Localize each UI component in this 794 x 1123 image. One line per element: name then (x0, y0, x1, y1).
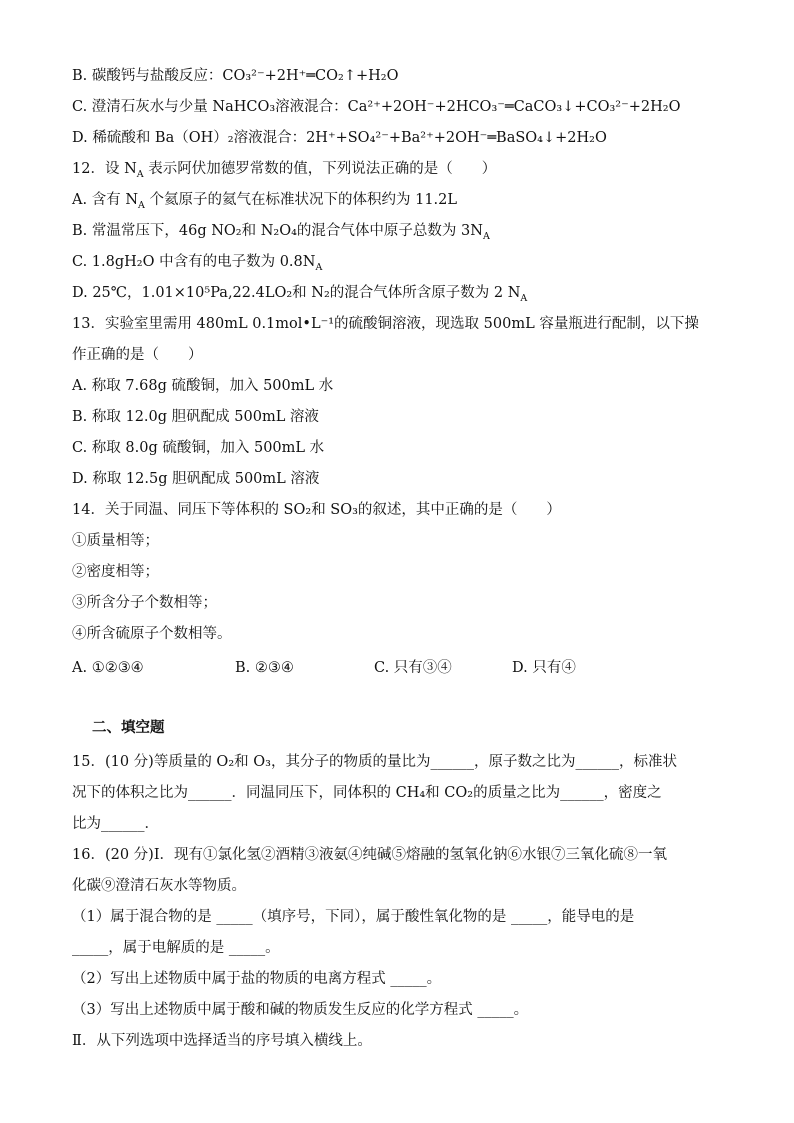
q14-option-c: C. 只有③④ (374, 660, 452, 676)
q16-line2: 化碳⑨澄清石灰水等物质。 (72, 878, 246, 894)
q16-part3: （3）写出上述物质中属于酸和碱的物质发生反应的化学方程式 _____。 (72, 1002, 529, 1018)
q14-option-a: A. ①②③④ (72, 660, 144, 676)
q16-part1-line2: _____，属于电解质的是 _____。 (72, 940, 280, 956)
q14-statement-2: ②密度相等； (72, 564, 159, 580)
q13-option-b: B. 称取 12.0g 胆矾配成 500mL 溶液 (72, 409, 319, 425)
q12-option-d: D. 25℃，1.01×10⁵Pa,22.4LO₂和 N₂的混合气体所含原子数为 2 $N_A$ (72, 285, 528, 304)
q14-option-b: B. ②③④ (235, 660, 294, 676)
q11-option-b: B. 碳酸钙与盐酸反应：CO₃²⁻+2H⁺═CO₂↑+H₂O (72, 68, 399, 84)
q13-option-a: A. 称取 7.68g 硫酸铜，加入 500mL 水 (72, 378, 334, 394)
q14-options (72, 658, 732, 678)
q13-stem-line1: 13．实验室里需用 480mL 0.1mol•L⁻¹的硫酸铜溶液，现选取 500mL 容量瓶进行配制，以下操 (72, 316, 699, 332)
q16-part1-line1: （1）属于混合物的是 _____（填序号，下同），属于酸性氧化物的是 _____，能导电的是 (72, 909, 635, 925)
section-heading: 二、填空题 (92, 719, 165, 736)
q15-line1: 15．(10 分)等质量的 O₂和 O₃，其分子的物质的量比为______，原子数之比为______，标准状 (72, 754, 677, 770)
q14-statement-4: ④所含硫原子个数相等。 (72, 626, 232, 642)
q14-stem: 14．关于同温、同压下等体积的 SO₂和 SO₃的叙述，其中正确的是（ ） (72, 502, 561, 518)
q16-section-ii: Ⅱ．从下列选项中选择适当的序号填入横线上。 (72, 1033, 372, 1049)
q12-stem: 12．设 $N_A$ 表示阿伏加德罗常数的值，下列说法正确的是（ ） (72, 161, 497, 180)
q12-option-b: B. 常温常压下，46g NO₂和 N₂O₄的混合气体中原子总数为 $3N_A$ (72, 223, 490, 242)
q13-option-c: C. 称取 8.0g 硫酸铜，加入 500mL 水 (72, 440, 325, 456)
q12-option-c: C. 1.8gH₂O 中含有的电子数为 $0.8N_A$ (72, 254, 323, 273)
q15-line3: 比为______． (72, 816, 159, 832)
q11-option-c: C. 澄清石灰水与少量 NaHCO₃溶液混合：Ca²⁺+2OH⁻+2HCO₃⁻═CaCO₃↓+CO₃²⁻+2H₂O (72, 99, 681, 115)
q15-line2: 况下的体积之比为______．同温同压下，同体积的 CH₄和 CO₂的质量之比为______，密度之 (72, 785, 662, 801)
q16-line1: 16．(20 分)Ⅰ．现有①氯化氢②酒精③液氨④纯碱⑤熔融的氢氧化钠⑥水银⑦三氧化硫⑧一氧 (72, 847, 668, 863)
q14-statement-3: ③所含分子个数相等； (72, 595, 217, 611)
q14-option-d: D. 只有④ (512, 660, 576, 676)
q14-statement-1: ①质量相等； (72, 533, 159, 549)
q16-part2: （2）写出上述物质中属于盐的物质的电离方程式 _____。 (72, 971, 442, 987)
q13-option-d: D. 称取 12.5g 胆矾配成 500mL 溶液 (72, 471, 320, 487)
q13-stem-line2: 作正确的是（ ） (72, 347, 203, 363)
q12-option-a: A. 含有 $N_A$ 个氦原子的氦气在标准状况下的体积约为 11.2L (72, 192, 458, 211)
q11-option-d: D. 稀硫酸和 Ba（OH）₂溶液混合：2H⁺+SO₄²⁻+Ba²⁺+2OH⁻═BaSO₄↓+2H₂O (72, 130, 607, 146)
